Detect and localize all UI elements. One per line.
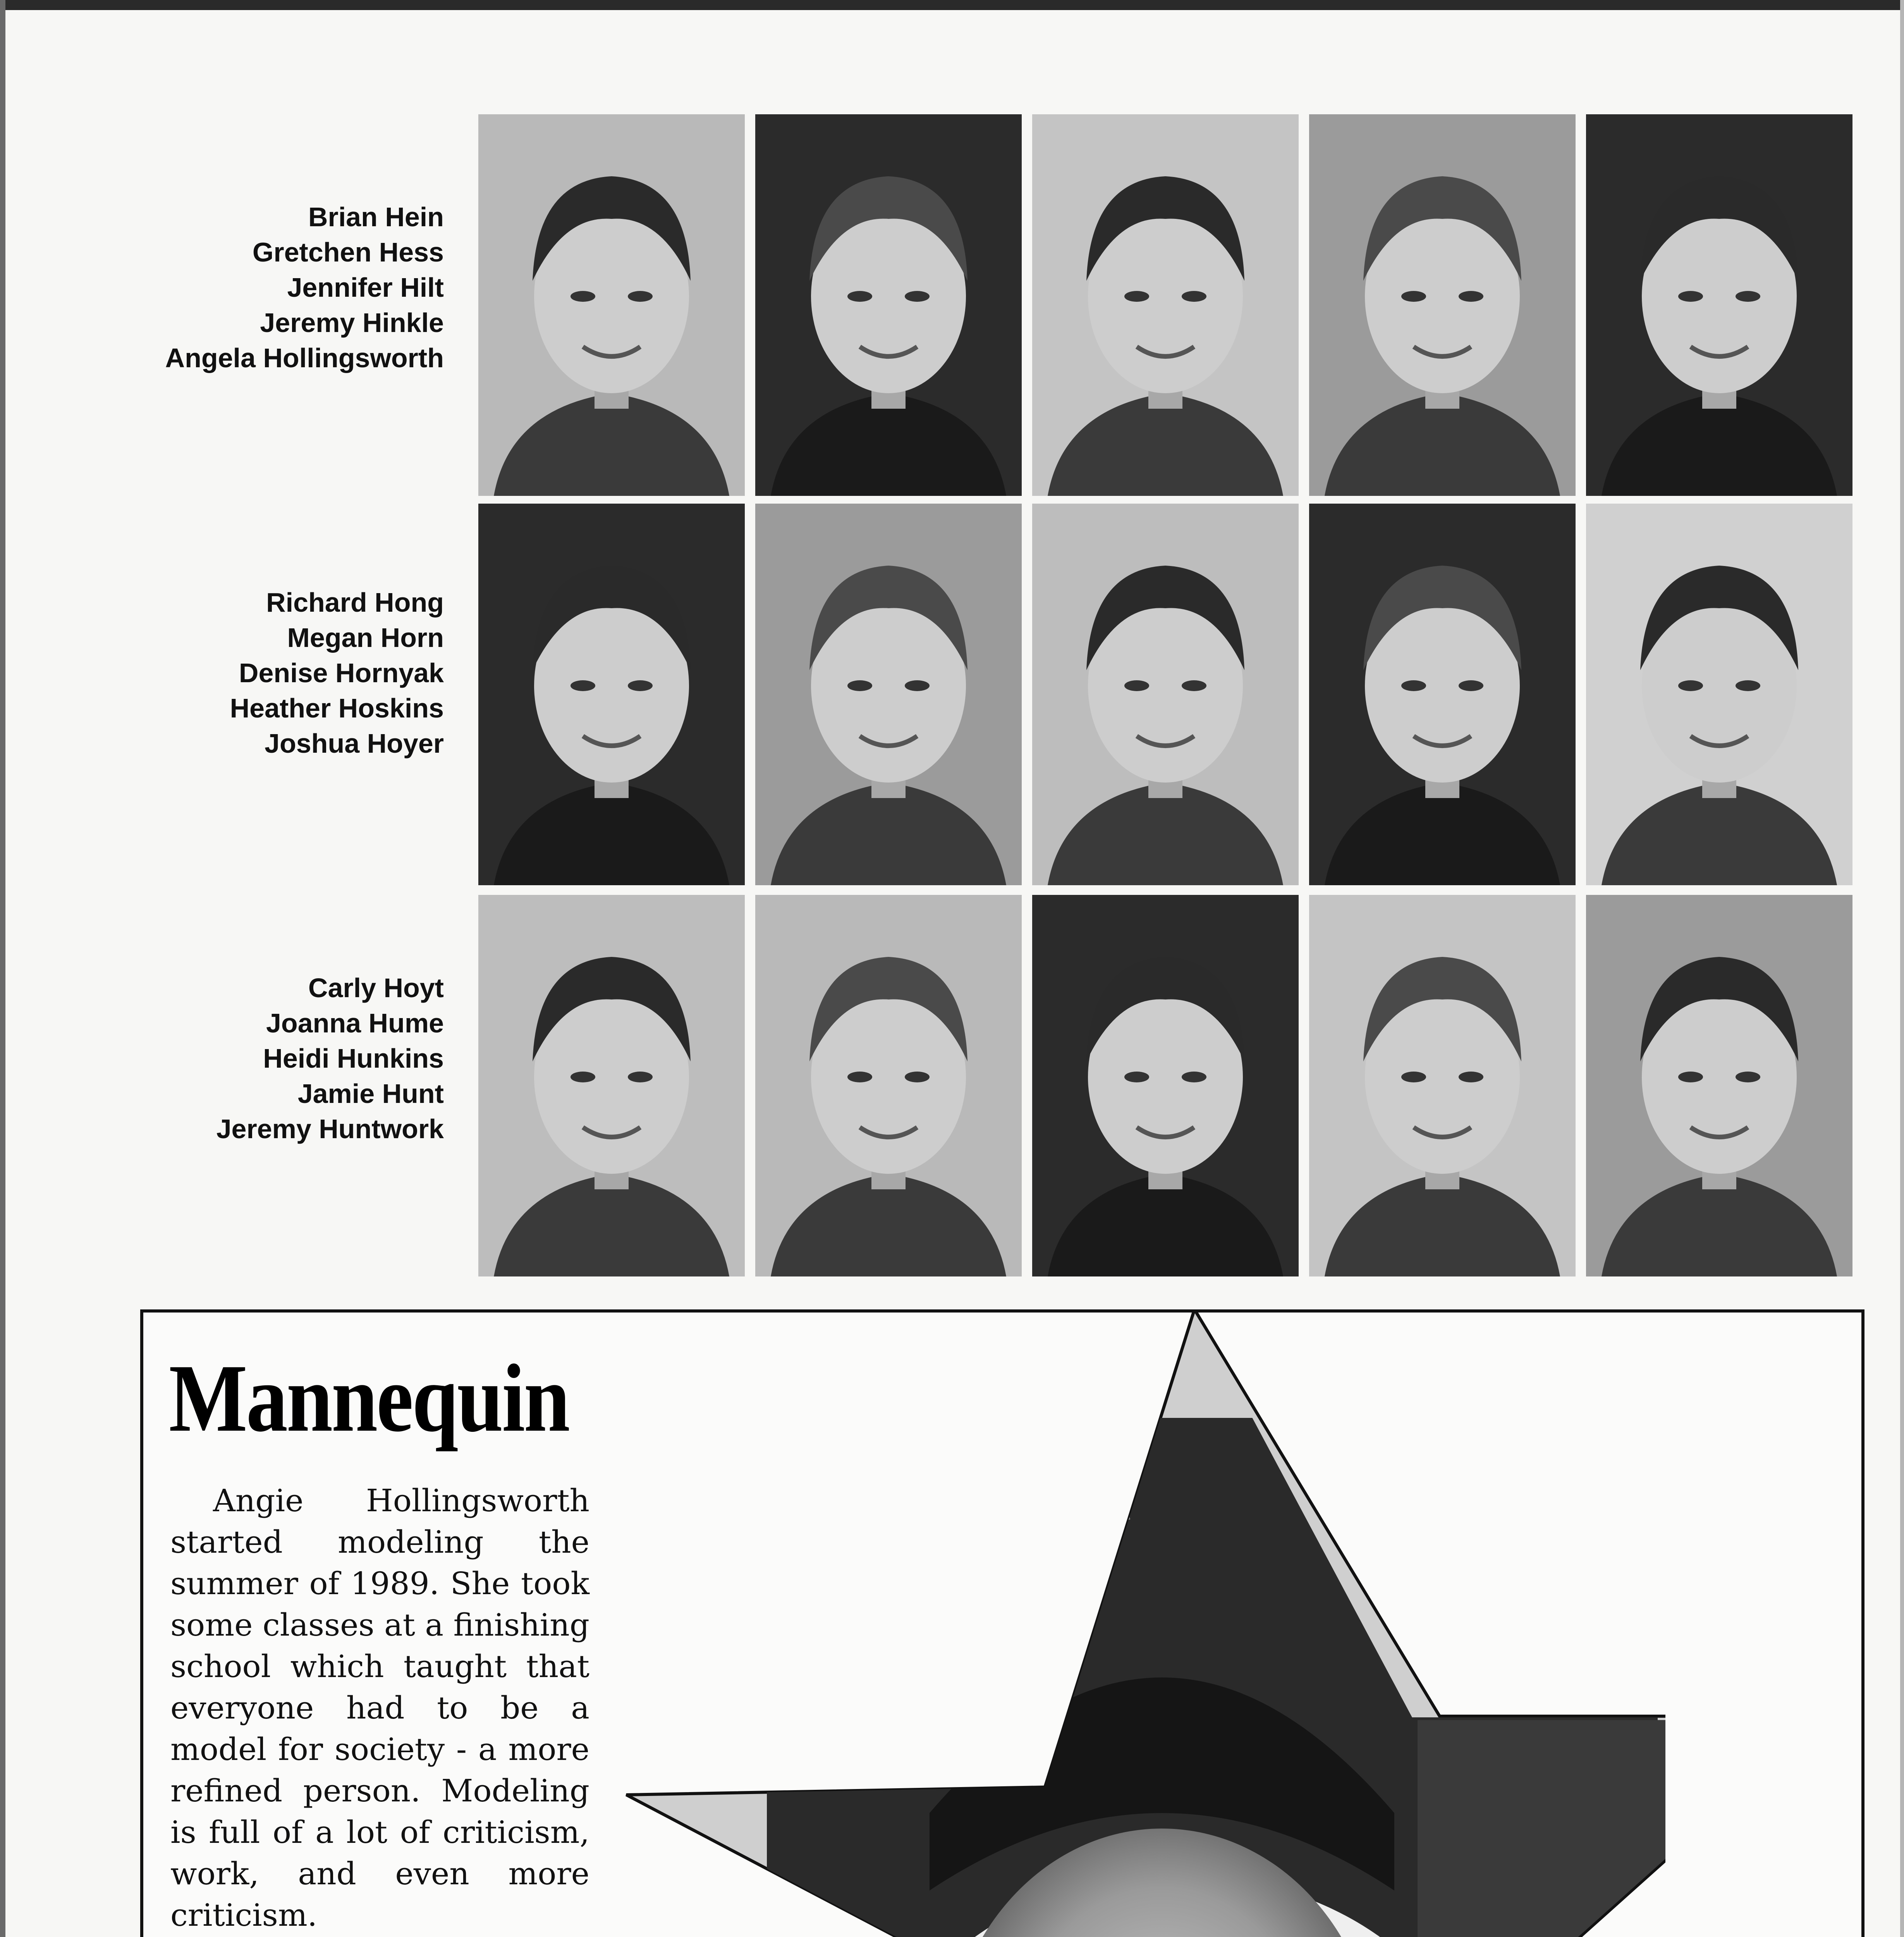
senior-name: Angela Hollingsworth <box>165 343 444 373</box>
senior-name: Brian Hein <box>308 202 444 232</box>
senior-name: Richard Hong <box>266 587 444 618</box>
senior-portrait <box>1309 504 1576 885</box>
senior-name: Carly Hoyt <box>308 973 444 1003</box>
senior-name: Jamie Hunt <box>297 1079 444 1109</box>
senior-portrait <box>1032 895 1299 1276</box>
article-paragraph: Angie Hollingsworth started modeling the summer of 1989. She took some classes at a finishing school which taught that everyone had to be a model for society - a more refined person. Modeling is full of a lot of criticism, work, and even more criticism. <box>170 1483 589 1933</box>
senior-portrait <box>478 114 745 496</box>
senior-name: Jeremy Hinkle <box>260 308 444 338</box>
name-list-row-1 <box>0 200 444 376</box>
senior-name: Joshua Hoyer <box>265 728 444 759</box>
senior-portrait <box>755 114 1022 496</box>
senior-portrait <box>1586 895 1852 1276</box>
senior-portrait <box>1309 114 1576 496</box>
senior-portrait <box>478 504 745 885</box>
feature-article <box>170 1480 589 1937</box>
senior-portrait <box>1032 504 1299 885</box>
senior-name: Heidi Hunkins <box>263 1043 444 1073</box>
senior-portrait <box>1586 504 1852 885</box>
senior-portrait <box>1032 114 1299 496</box>
senior-portrait <box>755 504 1022 885</box>
senior-name: Joanna Hume <box>266 1008 444 1038</box>
name-list-row-3 <box>0 970 444 1147</box>
senior-portrait <box>1586 114 1852 496</box>
page-right-edge <box>1900 0 1904 1937</box>
senior-name: Denise Hornyak <box>239 658 444 688</box>
page-top-edge <box>0 0 1904 10</box>
senior-name: Jennifer Hilt <box>287 272 444 303</box>
name-list-row-2 <box>0 585 444 761</box>
senior-name: Megan Horn <box>287 623 444 653</box>
senior-portrait <box>478 895 745 1276</box>
senior-name: Gretchen Hess <box>252 237 444 267</box>
senior-portrait <box>755 895 1022 1276</box>
senior-name: Heather Hoskins <box>230 693 444 723</box>
senior-portrait <box>1309 895 1576 1276</box>
feature-headline: Mannequin <box>169 1345 569 1452</box>
star-photo <box>620 1309 1665 1937</box>
senior-name: Jeremy Huntwork <box>216 1114 444 1144</box>
